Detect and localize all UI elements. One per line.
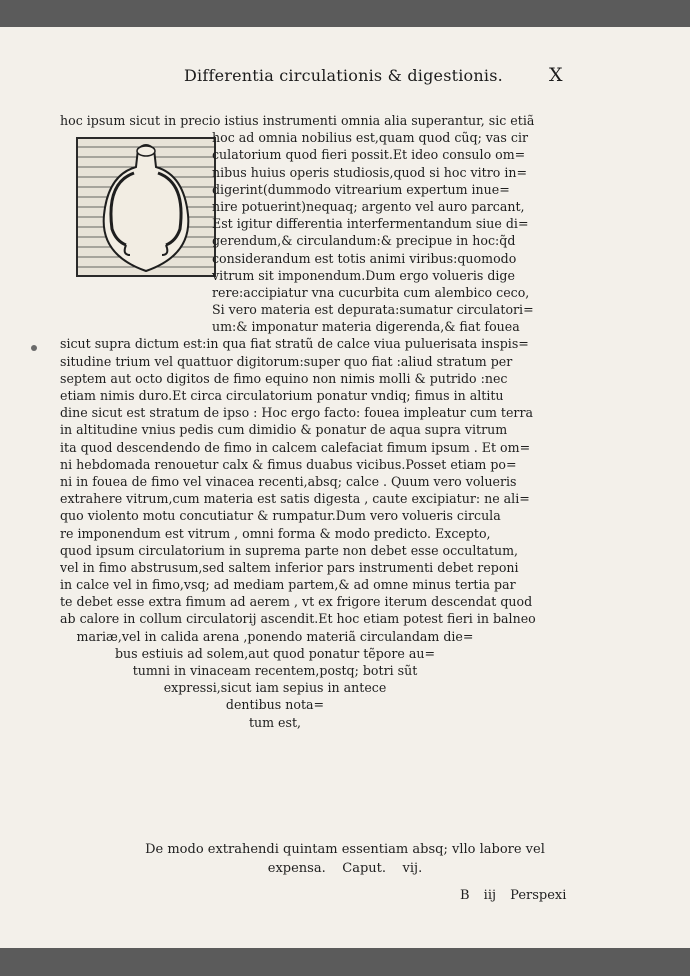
text-line: considerandum est totis animi viribus:quomodo	[212, 250, 517, 266]
text-line: nire potuerint)nequaq; argento vel auro parcant,	[212, 198, 525, 214]
text-line: extrahere vitrum,cum materia est satis digesta , caute excipiatur: ne ali=	[60, 491, 530, 507]
text-line: rere:accipiatur vna cucurbita cum alembico ceco,	[212, 284, 530, 300]
text-line: etiam nimis duro.Et circa circulatorium ponatur vndiq; fimus in altitu	[60, 388, 504, 403]
text-line-tapered: mariæ,vel in calida arena ,ponendo materiã circulandam die=	[76, 628, 474, 644]
text-line: hoc ad omnia nobilius est,quam quod cũq; vas cir	[212, 130, 528, 146]
text-line: dine sicut est stratum de ipso : Hoc ergo facto: fouea impleatur cum terra	[60, 405, 533, 421]
text-line: quo violento motu concutiatur & rumpatur.Dum vero volueris circula	[60, 508, 501, 524]
text-line: hoc ipsum sicut in precio istius instrumenti omnia alia superantur, sic etiã	[60, 113, 535, 128]
text-line: culatorium quod fieri possit.Et ideo consulo om=	[212, 147, 526, 163]
text-line: ab calore in collum circulatorij ascendit.Et hoc etiam potest fieri in balneo	[60, 611, 536, 627]
main-text-block	[60, 112, 590, 731]
running-head: Differentia circulationis & digestionis.	[184, 66, 503, 85]
text-line: digerint(dummodo vitrearium expertum inue=	[212, 181, 510, 197]
text-line-tapered: dentibus nota=	[225, 697, 325, 713]
text-line: ni in fouea de fimo vel vinacea recenti,absq; calce . Quum vero volueris	[60, 473, 517, 489]
text-line: te debet esse extra fimum ad aerem , vt ex frigore iterum descendat quod	[60, 594, 533, 610]
text-line: re imponendum est vitrum , omni forma & modo predicto. Excepto,	[60, 525, 491, 541]
text-line: ita quod descendendo de fimo in calcem calefaciat fimum ipsum . Et om=	[60, 439, 531, 455]
text-line: um:& imponatur materia digerenda,& fiat fouea	[212, 319, 520, 335]
text-line: nibus huius operis studiosis,quod si hoc vitro in=	[212, 164, 528, 180]
text-line: ni hebdomada renouetur calx & fimus duabus vicibus.Posset etiam po=	[60, 456, 517, 472]
text-line: gerendum,& circulandum:& precipue in hoc:q̃d	[212, 233, 516, 249]
signature-catchword: B iij Perspexi	[460, 888, 567, 903]
text-line: Si vero materia est depurata:sumatur circulatori=	[212, 302, 534, 318]
text-line: vitrum sit imponendum.Dum ergo volueris dige	[212, 267, 515, 283]
text-line: situdine trium vel quattuor digitorum:super quo fiat :aliud stratum per	[60, 353, 513, 369]
text-line: in altitudine vnius pedis cum dimidio & ponatur de aqua supra vitrum	[60, 422, 508, 438]
chapter-heading-line: expensa. Caput. vij.	[267, 861, 423, 876]
text-line-tapered: tumni in vinaceam recentem,postq; botri sũt	[132, 663, 418, 678]
text-line-tapered: expressi,sicut iam sepius in antece	[163, 680, 387, 696]
text-line: Est igitur differentia interfermentandum siue di=	[212, 216, 529, 232]
text-line-tapered: tum est,	[248, 714, 302, 730]
ink-smudge-icon	[31, 345, 37, 351]
text-line: vel in fimo abstrusum,sed saltem inferior pars instrumenti debet reponi	[60, 559, 519, 575]
folio-number: X	[549, 64, 563, 86]
text-line: in calce vel in fimo,vsq; ad mediam partem,& ad omne minus tertia par	[60, 577, 516, 593]
chapter-heading	[0, 840, 690, 878]
text-line-tapered: bus estiuis ad solem,aut quod ponatur tẽpore au=	[114, 645, 436, 661]
text-line: quod ipsum circulatorium in suprema parte non debet esse occultatum,	[60, 542, 519, 558]
text-line: septem aut octo digitos de fimo equino non nimis molli & putrido :nec	[60, 370, 508, 386]
text-line: sicut supra dictum est:in qua fiat stratũ de calce viua puluerisata inspis=	[60, 336, 529, 352]
page-header	[0, 66, 690, 88]
chapter-heading-line: De modo extrahendi quintam essentiam absq; vllo labore vel	[145, 842, 545, 857]
